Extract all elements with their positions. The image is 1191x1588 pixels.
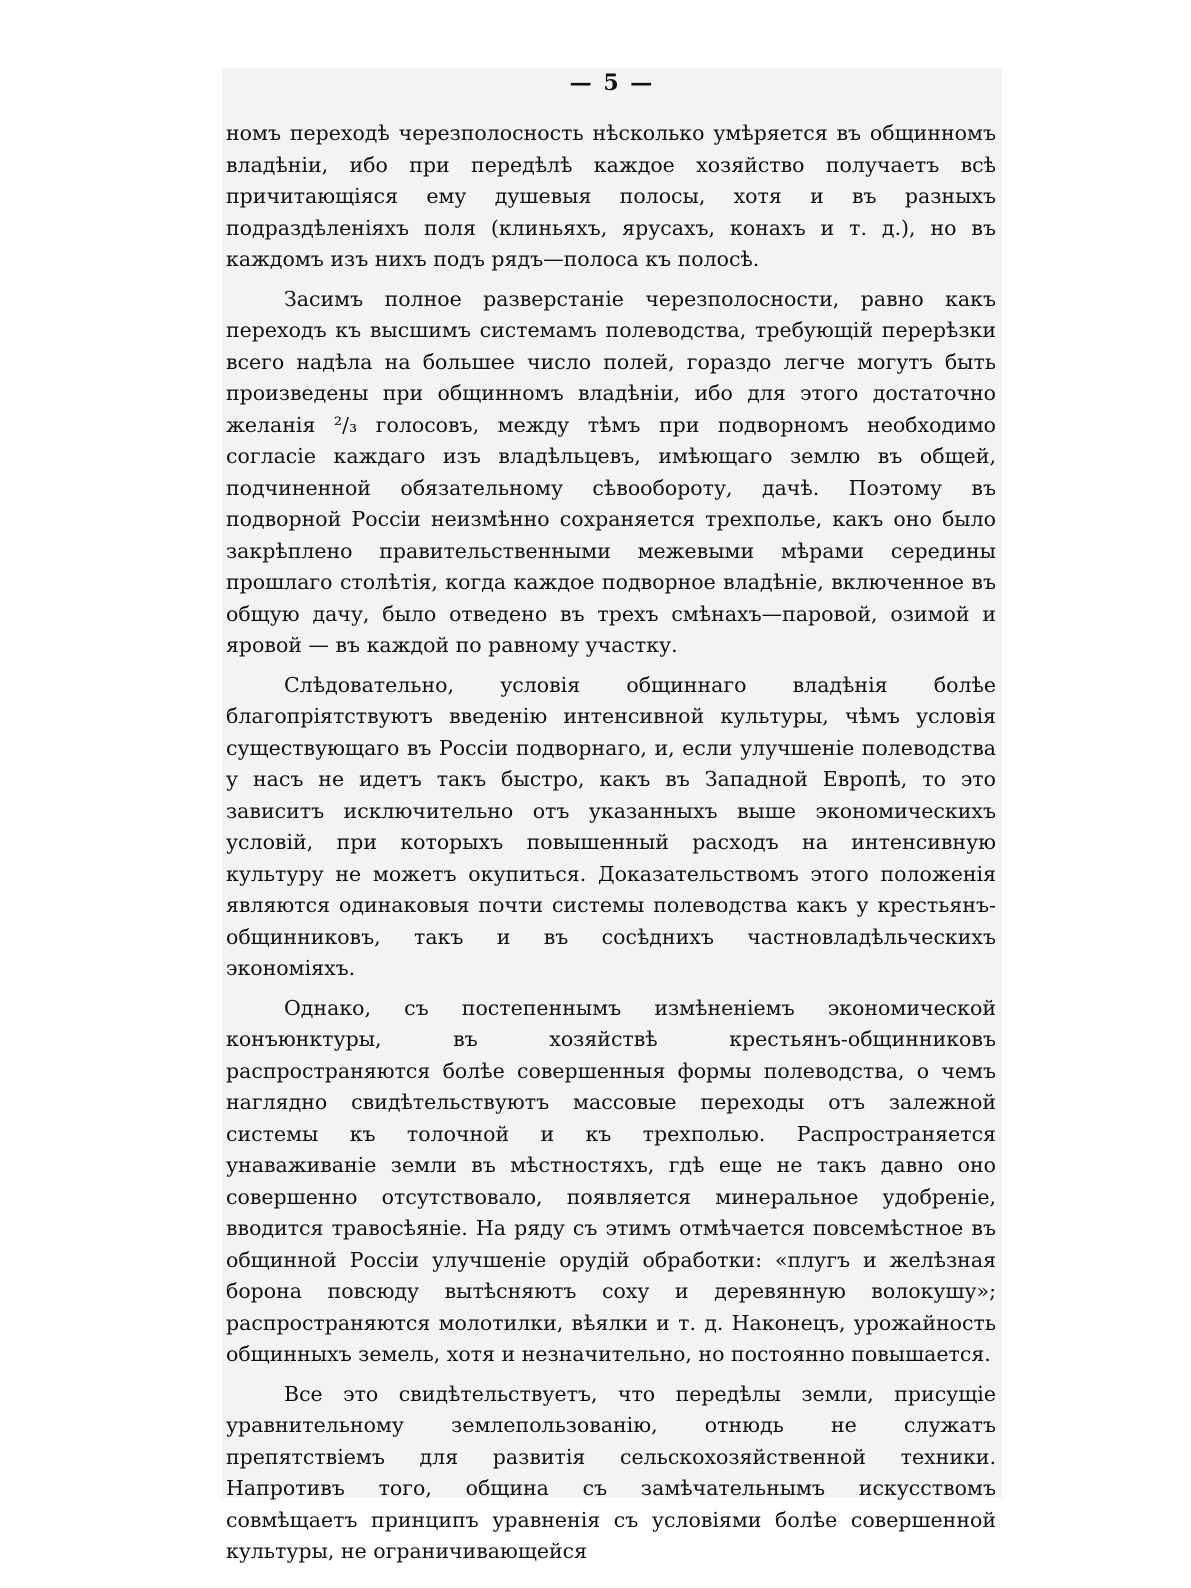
paragraph-4: Однако, съ постепеннымъ измѣненіемъ экономической конъюнктуры, въ хозяйствѣ крестьянъ-общинниковъ распространяются болѣе совершенныя формы полеводства, о чемъ наглядно свидѣтельствуютъ массовые переходы отъ залежной системы къ толочной и къ трехполью. Распространяется унаваживаніе земли въ мѣстностяхъ, гдѣ еще не такъ давно оно совершенно отсутствовало, появляется минеральное удобреніе, вводится травосѣяніе. На ряду съ этимъ отмѣчается повсемѣстное въ общинной Россіи улучшеніе орудій обработки: «плугъ и желѣзная борона повсюду вытѣсняютъ соху и деревянную волокушу»; распространяются молотилки, вѣялки и т. д. Наконецъ, урожайность общинныхъ земель, хотя и незначительно, но постоянно повышается.	[226, 995, 996, 1366]
paragraph-1: номъ переходѣ черезполосность нѣсколько умѣряется въ общинномъ владѣніи, ибо при передѣлѣ каждое хозяйство получаетъ всѣ причитающіяся ему душевыя полосы, хотя и въ разныхъ подраздѣленіяхъ поля (клиньяхъ, ярусахъ, конахъ и т. д.), но въ каждомъ изъ нихъ подъ рядъ—полоса къ полосѣ.	[226, 121, 996, 271]
paragraph-3: Слѣдовательно, условія общиннаго владѣнія болѣе благопріятствуютъ введенію интенсивной культуры, чѣмъ условія существующаго въ Россіи подворнаго, и, если улучшеніе полеводства у насъ не идетъ такъ быстро, какъ въ Западной Европѣ, то это зависитъ исключительно отъ указанныхъ выше экономическихъ условій, при которыхъ повышенный расходъ на интенсивную культуру не можетъ окупиться. Доказательствомъ этого положенія являются одинаковыя почти системы полеводства какъ у крестьянъ-общинниковъ, такъ и въ сосѣднихъ частновладѣльческихъ экономіяхъ.	[226, 672, 996, 980]
paragraph-2: Засимъ полное разверстаніе черезполосности, равно какъ переходъ къ высшимъ системамъ полеводства, требующій перерѣзки всего надѣла на большее число полей, гораздо легче могутъ быть произведены при общинномъ владѣніи, ибо для этого достаточно желанія ²/₃ голосовъ, между тѣмъ при подворномъ необходимо согласіе каждаго изъ владѣльцевъ, имѣющаго землю въ общей, подчиненной обязательному сѣвообороту, дачѣ. Поэтому въ подворной Россіи неизмѣнно сохраняется трехполье, какъ оно было закрѣплено правительственными межевыми мѣрами середины прошлаго столѣтія, когда каждое подворное владѣніе, включенное въ общую дачу, было отведено въ трехъ смѣнахъ—паровой, озимой и яровой — въ каждой по равному участку.	[226, 286, 996, 657]
body-text	[226, 118, 996, 1576]
page-number: — 5 —	[569, 70, 655, 96]
paragraph-5: Все это свидѣтельствуетъ, что передѣлы земли, присущіе уравнительному землепользованію, отнюдь не служатъ препятствіемъ для развитія сельскохозяйственной техники. Напротивъ того, община съ замѣчательнымъ искусствомъ совмѣщаетъ принципъ уравненія съ условіями болѣе совершенной культуры, не ограничивающейся	[226, 1381, 996, 1563]
